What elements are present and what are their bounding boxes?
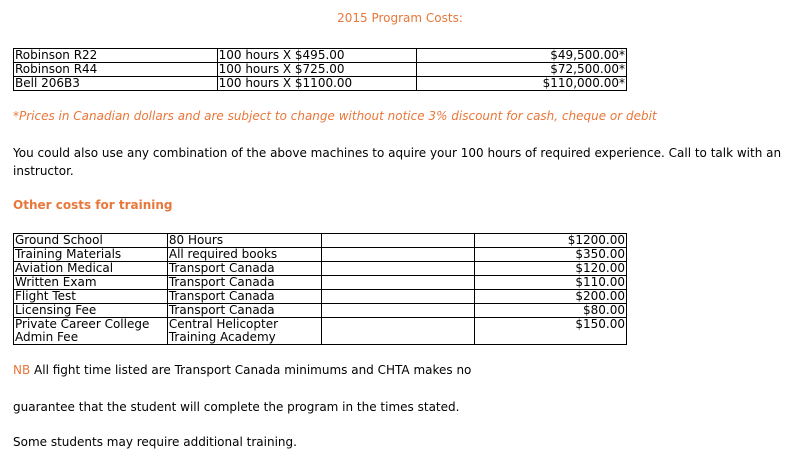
- detail-cell: Transport Canada: [167, 276, 321, 290]
- table-row: [14, 49, 627, 63]
- table-row: [14, 318, 627, 345]
- aircraft-cell: Bell 206B3: [14, 77, 218, 91]
- table-row: [14, 304, 627, 318]
- item-cell: Ground School: [14, 234, 168, 248]
- total-cell: $49,500.00*: [417, 49, 627, 63]
- item-cell: Aviation Medical: [14, 262, 168, 276]
- table-row: [14, 63, 627, 77]
- detail-cell: All required books: [167, 248, 321, 262]
- program-costs-table: [13, 48, 627, 91]
- hours-cell: 100 hours X $495.00: [217, 49, 417, 63]
- detail-cell: Central Helicopter Training Academy: [167, 318, 321, 345]
- hours-cell: 100 hours X $725.00: [217, 63, 417, 77]
- aircraft-cell: Robinson R22: [14, 49, 218, 63]
- item-cell: Flight Test: [14, 290, 168, 304]
- detail-cell: 80 Hours: [167, 234, 321, 248]
- amount-cell: $1200.00: [475, 234, 627, 248]
- detail-cell: Transport Canada: [167, 262, 321, 276]
- item-cell: Licensing Fee: [14, 304, 168, 318]
- combination-paragraph: You could also use any combination of the above machines to aquire your 100 hours of required experience. Call to talk with an instructor.: [13, 146, 782, 178]
- additional-training-text: Some students may require additional training.: [13, 435, 297, 449]
- blank-cell: [321, 318, 475, 345]
- page-title: 2015 Program Costs:: [337, 11, 463, 25]
- detail-cell: Transport Canada: [167, 304, 321, 318]
- table-row: [14, 234, 627, 248]
- table-row: [14, 77, 627, 91]
- table-row: [14, 290, 627, 304]
- amount-cell: $200.00: [475, 290, 627, 304]
- amount-cell: $80.00: [475, 304, 627, 318]
- table-row: [14, 276, 627, 290]
- blank-cell: [321, 290, 475, 304]
- nb-text: All fight time listed are Transport Canada minimums and CHTA makes no: [30, 363, 472, 377]
- amount-cell: $120.00: [475, 262, 627, 276]
- item-cell: Private Career College Admin Fee: [14, 318, 168, 345]
- aircraft-cell: Robinson R44: [14, 63, 218, 77]
- item-cell: Training Materials: [14, 248, 168, 262]
- total-cell: $110,000.00*: [417, 77, 627, 91]
- table-row: [14, 262, 627, 276]
- detail-cell: Transport Canada: [167, 290, 321, 304]
- other-costs-table: [13, 233, 627, 345]
- amount-cell: $150.00: [475, 318, 627, 345]
- price-note: *Prices in Canadian dollars and are subject to change without notice 3% discount for cash, cheque or debit: [13, 109, 657, 123]
- nb-label: NB: [13, 363, 31, 377]
- blank-cell: [321, 248, 475, 262]
- blank-cell: [321, 262, 475, 276]
- nb-note: [13, 363, 471, 377]
- blank-cell: [321, 304, 475, 318]
- other-costs-heading: Other costs for training: [13, 198, 173, 212]
- amount-cell: $110.00: [475, 276, 627, 290]
- blank-cell: [321, 276, 475, 290]
- item-cell: Written Exam: [14, 276, 168, 290]
- blank-cell: [321, 234, 475, 248]
- hours-cell: 100 hours X $1100.00: [217, 77, 417, 91]
- amount-cell: $350.00: [475, 248, 627, 262]
- guarantee-text: guarantee that the student will complete the program in the times stated.: [13, 400, 460, 414]
- total-cell: $72,500.00*: [417, 63, 627, 77]
- table-row: [14, 248, 627, 262]
